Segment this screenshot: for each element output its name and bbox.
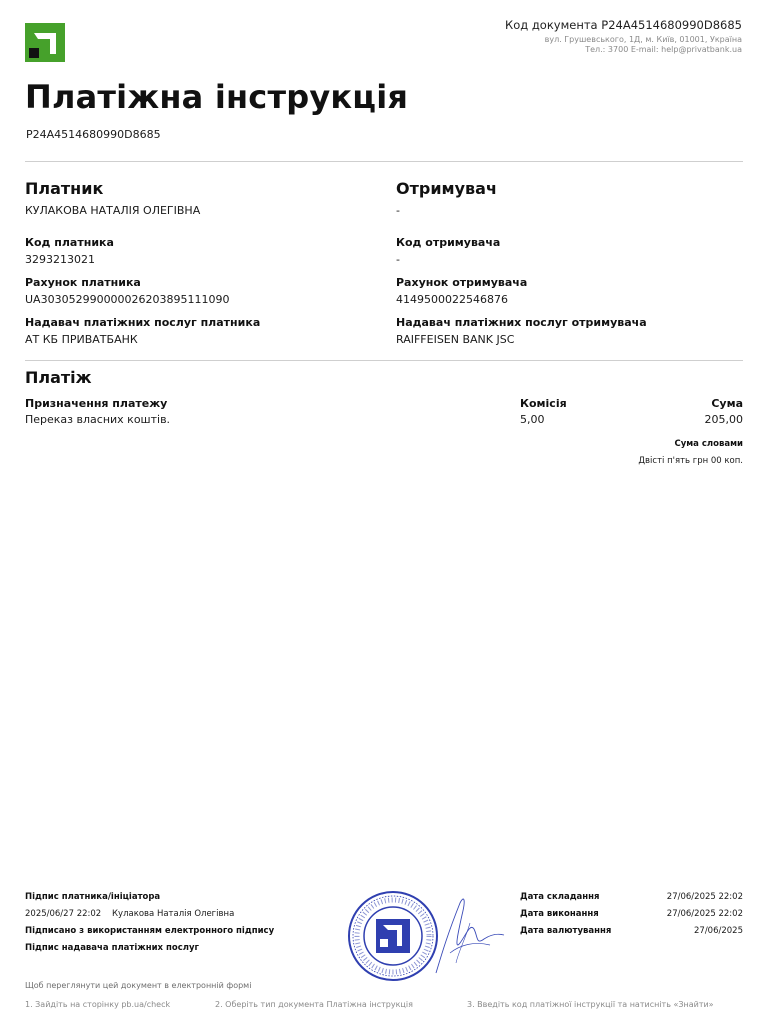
date-value-value: 27/06/2025 bbox=[694, 926, 743, 936]
date-executed-label: Дата виконання bbox=[520, 909, 599, 919]
payment-heading: Платіж bbox=[25, 368, 92, 387]
payer-provider: АТ КБ ПРИВАТБАНК bbox=[25, 333, 138, 346]
payer-name: КУЛАКОВА НАТАЛІЯ ОЛЕГІВНА bbox=[25, 204, 201, 217]
footer-step: 1. Зайдіть на сторінку pb.ua/check bbox=[25, 1000, 171, 1009]
amount-value: 205,00 bbox=[704, 413, 743, 426]
document-code: Код документа P24A4514680990D8685 bbox=[505, 18, 742, 32]
recipient-heading: Отримувач bbox=[396, 179, 497, 198]
privatbank-logo-icon bbox=[25, 23, 65, 62]
fee-label: Комісія bbox=[520, 397, 567, 410]
signer-name: Кулакова Наталія Олегівна bbox=[112, 909, 235, 919]
signature-label: Підпис платника/ініціатора bbox=[25, 892, 161, 902]
date-created-value: 27/06/2025 22:02 bbox=[666, 892, 743, 902]
fee-value: 5,00 bbox=[520, 413, 545, 426]
payer-code: 3293213021 bbox=[25, 253, 95, 266]
recipient-code-label: Код отримувача bbox=[396, 236, 501, 249]
amount-words: Двісті п'ять грн 00 коп. bbox=[638, 456, 743, 466]
date-executed-value: 27/06/2025 22:02 bbox=[666, 909, 743, 919]
payer-provider-label: Надавач платіжних послуг платника bbox=[25, 316, 261, 329]
recipient-provider-label: Надавач платіжних послуг отримувача bbox=[396, 316, 647, 329]
bank-stamp-icon bbox=[347, 890, 439, 982]
recipient-account: 4149500022546876 bbox=[396, 293, 508, 306]
payer-heading: Платник bbox=[25, 179, 104, 198]
divider bbox=[25, 360, 743, 361]
payer-account: UA303052990000026203895111090 bbox=[25, 293, 230, 306]
recipient-provider: RAIFFEISEN BANK JSC bbox=[396, 333, 515, 346]
purpose-value: Переказ власних коштів. bbox=[25, 413, 171, 426]
provider-signature-label: Підпис надавача платіжних послуг bbox=[25, 943, 199, 953]
purpose-label: Призначення платежу bbox=[25, 397, 168, 410]
date-value-label: Дата валютування bbox=[520, 926, 612, 936]
recipient-name: - bbox=[396, 204, 400, 217]
date-created-label: Дата складання bbox=[520, 892, 600, 902]
esign-note: Підписано з використанням електронного підпису bbox=[25, 926, 275, 936]
bank-contacts: Тел.: 3700 E-mail: help@privatbank.ua bbox=[585, 45, 742, 54]
header-info bbox=[505, 18, 742, 55]
footer-step: 3. Введіть код платіжної інструкції та натисніть «Знайти» bbox=[467, 1000, 714, 1009]
payer-account-label: Рахунок платника bbox=[25, 276, 141, 289]
amount-label: Сума bbox=[711, 397, 743, 410]
divider bbox=[25, 161, 743, 162]
instruction-code: P24A4514680990D8685 bbox=[26, 128, 161, 141]
bank-address: вул. Грушевського, 1Д, м. Київ, 01001, Україна bbox=[544, 35, 742, 44]
handwritten-signature-icon bbox=[430, 893, 510, 975]
recipient-code: - bbox=[396, 253, 400, 266]
recipient-account-label: Рахунок отримувача bbox=[396, 276, 528, 289]
page-title: Платіжна інструкція bbox=[25, 78, 409, 116]
signature-datetime: 2025/06/27 22:02 bbox=[25, 909, 102, 919]
payer-code-label: Код платника bbox=[25, 236, 114, 249]
amount-words-label: Сума словами bbox=[674, 439, 743, 449]
footer-step: 2. Оберіть тип документа Платіжна інструкція bbox=[215, 1000, 413, 1009]
footer-intro: Щоб переглянути цей документ в електронній формі bbox=[25, 981, 252, 990]
